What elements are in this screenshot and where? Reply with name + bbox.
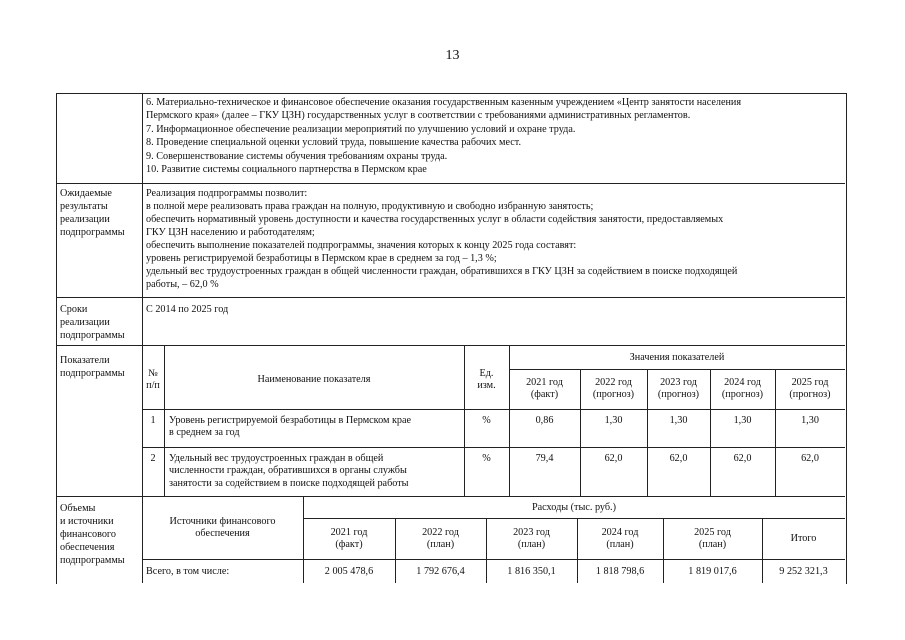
year-header: 2025 год (прогноз) xyxy=(789,377,831,401)
label-line: подпрограммы xyxy=(60,555,125,566)
indicator-value: 1,30 xyxy=(669,415,688,426)
task-line: 7. Информационное обеспечение реализации мероприятий по улучшению условий и охране труда. xyxy=(146,124,576,135)
indicator-row-rule xyxy=(142,447,845,448)
funding-year-header: 2025 год (план) xyxy=(694,527,731,551)
label-line: подпрограммы xyxy=(60,227,125,238)
label-line: реализации xyxy=(60,214,110,225)
result-line: ГКУ ЦЗН населению и работодателям; xyxy=(146,227,315,238)
year-header: 2021 год (факт) xyxy=(526,377,563,401)
indicator-name: Уровень регистрируемой безработицы в Пермском крае в среднем за год xyxy=(169,415,412,439)
indicator-name: Удельный вес трудоустроенных граждан в общей численности граждан, обратившихся в органы службы занятости за содействием в поиске подходящей работы xyxy=(169,453,409,489)
name-header: Наименование показателя xyxy=(257,374,371,385)
indicator-unit: % xyxy=(482,453,491,464)
row-divider xyxy=(56,297,845,298)
result-line: обеспечить нормативный уровень доступности и качества государственных услуг в области содействия занятости, предоставляемых xyxy=(146,214,724,225)
row-divider xyxy=(56,496,845,497)
funding-value: 1 818 798,6 xyxy=(595,566,645,577)
funding-value: 2 005 478,6 xyxy=(324,566,374,577)
result-line: Реализация подпрограммы позволит: xyxy=(146,188,308,199)
result-line: обеспечить выполнение показателей подпрограммы, значения которых к концу 2025 года составят: xyxy=(146,240,577,251)
terms-value: С 2014 по 2025 год xyxy=(146,304,229,315)
row-divider xyxy=(56,345,845,346)
label-line: Объемы xyxy=(60,503,96,514)
unit-header: Ед. изм. xyxy=(477,368,496,392)
funding-year-header: 2021 год (факт) xyxy=(330,527,368,551)
label-line: Сроки xyxy=(60,304,88,315)
label-line: финансового xyxy=(60,529,116,540)
task-line: 9. Совершенствование системы обучения требованиям охраны труда. xyxy=(146,151,448,162)
label-line: обеспечения xyxy=(60,542,115,553)
result-line: удельный вес трудоустроенных граждан в общей численности граждан, обратившихся в ГКУ ЦЗН за содействием в поиске подходящей xyxy=(146,266,738,277)
indicator-unit: % xyxy=(482,415,491,426)
year-header: 2023 год (прогноз) xyxy=(657,377,700,401)
indicator-col-divider xyxy=(164,345,165,496)
label-line: результаты xyxy=(60,201,108,212)
indicator-value: 0,86 xyxy=(535,415,554,426)
row-number: 2 xyxy=(150,453,156,464)
indicator-value: 1,30 xyxy=(733,415,752,426)
funding-year-header: 2023 год (план) xyxy=(513,527,550,551)
indicator-value: 62,0 xyxy=(801,453,819,464)
page-number: 13 xyxy=(445,48,460,63)
row-divider xyxy=(56,183,845,184)
label-line: подпрограммы xyxy=(60,368,125,379)
label-column-divider xyxy=(142,93,143,583)
num-header: № п/п xyxy=(146,368,160,392)
funding-total-header: Итого xyxy=(790,533,817,544)
indicator-subheader-rule xyxy=(509,369,845,370)
indicator-value: 1,30 xyxy=(604,415,623,426)
year-header: 2024 год (прогноз) xyxy=(721,377,764,401)
label-line: Показатели xyxy=(60,355,110,366)
task-line: 6. Материально-техническое и финансовое обеспечение оказания государственным казенным учреждением «Центр занятости населения xyxy=(146,97,742,108)
indicator-value: 62,0 xyxy=(669,453,688,464)
source-header: Источники финансового обеспечения xyxy=(169,516,276,540)
task-line: 8. Проведение специальной оценки условий труда, повышение качества рабочих мест. xyxy=(146,137,522,148)
row-number: 1 xyxy=(150,415,156,426)
funding-value: 1 792 676,4 xyxy=(416,566,465,577)
indicator-header-rule xyxy=(142,409,845,410)
result-line: в полной мере реализовать права граждан на полную, продуктивную и свободно избранную занятость; xyxy=(146,201,594,212)
funding-value: 9 252 321,3 xyxy=(779,566,828,577)
label-line: Ожидаемые xyxy=(60,188,112,199)
funding-header-rule xyxy=(142,559,845,560)
funding-value: 1 816 350,1 xyxy=(507,566,556,577)
task-line: 10. Развитие системы социального партнерства в Пермском крае xyxy=(146,164,427,175)
funding-year-header: 2022 год (план) xyxy=(422,527,459,551)
indicator-value: 62,0 xyxy=(733,453,752,464)
expenses-header: Расходы (тыс. руб.) xyxy=(531,502,616,513)
label-line: реализации xyxy=(60,317,110,328)
funding-subheader-rule xyxy=(303,518,845,519)
task-line: Пермского края» (далее – ГКУ ЦЗН) государственных услуг в соответствии с требованиями административных регламентов. xyxy=(146,110,691,121)
indicator-value: 79,4 xyxy=(535,453,554,464)
funding-year-header: 2024 год (план) xyxy=(601,527,639,551)
label-line: и источники xyxy=(60,516,114,527)
result-line: уровень регистрируемой безработицы в Пермском крае в среднем за год – 1,3 %; xyxy=(146,253,497,264)
indicator-value: 1,30 xyxy=(801,415,819,426)
result-line: работы, – 62,0 % xyxy=(146,279,219,290)
indicator-value: 62,0 xyxy=(604,453,623,464)
year-header: 2022 год (прогноз) xyxy=(592,377,635,401)
label-line: подпрограммы xyxy=(60,330,125,341)
total-row-label: Всего, в том числе: xyxy=(146,566,230,577)
values-header: Значения показателей xyxy=(629,352,725,363)
funding-value: 1 819 017,6 xyxy=(688,566,737,577)
